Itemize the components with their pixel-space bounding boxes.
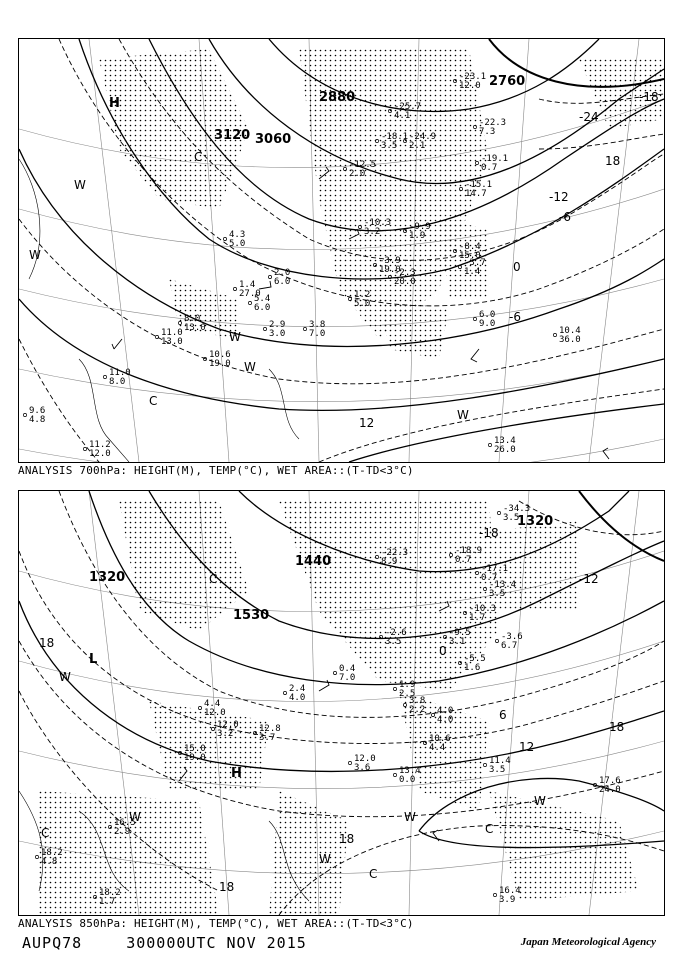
station-temperature: 12.8 bbox=[259, 724, 281, 734]
station-temperature: -9.9 bbox=[409, 222, 431, 232]
station-dewpoint-depression: 24.0 bbox=[599, 785, 621, 795]
station-temperature: -18.1 bbox=[381, 132, 409, 142]
map-panel-850hpa bbox=[18, 490, 665, 916]
contour-label: 2880 bbox=[319, 90, 356, 105]
contour-label: -6 bbox=[559, 210, 571, 224]
bulletin-code: AUPQ78 bbox=[22, 934, 83, 952]
station-circle bbox=[333, 671, 336, 674]
cold-center-marker: C bbox=[369, 867, 378, 881]
station-circle bbox=[83, 447, 86, 450]
station-dewpoint-depression: 2.2 bbox=[409, 705, 426, 715]
station-plot bbox=[483, 756, 510, 775]
station-dewpoint-depression: 3.6 bbox=[354, 763, 371, 773]
station-dewpoint-depression: 4.1 bbox=[394, 111, 411, 121]
station-temperature: 6.0 bbox=[479, 310, 496, 320]
station-dewpoint-depression: 4.4 bbox=[429, 743, 446, 753]
station-dewpoint-depression: 3.7 bbox=[259, 733, 276, 743]
warm-center-marker: W bbox=[457, 408, 469, 422]
station-plot bbox=[23, 406, 45, 425]
station-dewpoint-depression: 1.9 bbox=[409, 231, 426, 241]
station-circle bbox=[348, 761, 351, 764]
station-temperature: 1.4 bbox=[239, 280, 256, 290]
station-plot bbox=[488, 436, 515, 455]
station-circle bbox=[495, 639, 498, 642]
station-temperature: 13.4 bbox=[494, 436, 516, 446]
station-dewpoint-depression: 2.5 bbox=[399, 689, 416, 699]
warm-center-marker: W bbox=[244, 360, 256, 374]
station-temperature: 18.2 bbox=[41, 848, 63, 858]
station-circle bbox=[393, 773, 396, 776]
station-temperature: 12.0 bbox=[354, 754, 376, 764]
station-dewpoint-depression: 13.0 bbox=[161, 337, 183, 347]
wet-area bbox=[99, 49, 664, 359]
bulletin-time: 300000UTC NOV 2015 bbox=[126, 934, 307, 952]
station-dewpoint-depression: 3.0 bbox=[269, 329, 286, 339]
station-circle bbox=[35, 855, 38, 858]
warm-center-marker: W bbox=[29, 248, 41, 262]
station-temperature: -23.1 bbox=[459, 72, 487, 82]
station-temperature: 1.9 bbox=[399, 680, 416, 690]
station-dewpoint-depression: 0.7 bbox=[481, 163, 498, 173]
station-temperature: 12.0 bbox=[217, 720, 239, 730]
station-dewpoint-depression: 14.7 bbox=[465, 189, 487, 199]
station-temperature: 4.3 bbox=[229, 230, 246, 240]
station-dewpoint-depression: 0.0 bbox=[399, 775, 416, 785]
station-dewpoint-depression: 5.0 bbox=[354, 299, 371, 309]
station-dewpoint-depression: 9.0 bbox=[479, 319, 496, 329]
station-dewpoint-depression: 3.5 bbox=[503, 513, 520, 523]
station-circle bbox=[488, 443, 491, 446]
station-dewpoint-depression: 13.0 bbox=[184, 323, 206, 333]
station-temperature: 16.4 bbox=[499, 886, 521, 896]
station-temperature: 10.6 bbox=[209, 350, 231, 360]
station-dewpoint-depression: 19.0 bbox=[209, 359, 231, 369]
station-temperature: 11.0 bbox=[109, 368, 131, 378]
contour-label: 18 bbox=[219, 880, 235, 894]
station-dewpoint-depression: 5.0 bbox=[229, 239, 246, 249]
station-temperature: 8.0 bbox=[184, 314, 201, 324]
station-dewpoint-depression: 3.5 bbox=[489, 765, 506, 775]
high-pressure-marker: H bbox=[231, 766, 242, 781]
station-circle bbox=[233, 287, 236, 290]
station-temperature: 11.2 bbox=[89, 440, 111, 450]
station-temperature: 16.5 bbox=[114, 818, 136, 828]
station-temperature: 2.9 bbox=[269, 320, 286, 330]
wet-area bbox=[39, 501, 639, 915]
station-dewpoint-depression: 0.7 bbox=[455, 555, 472, 565]
contour-label: 3060 bbox=[255, 132, 292, 147]
station-dewpoint-depression: 15.0 bbox=[459, 251, 481, 261]
warm-center-marker: W bbox=[229, 330, 241, 344]
station-temperature: 10.6 bbox=[429, 734, 451, 744]
station-temperature: -3.6 bbox=[501, 632, 523, 642]
contour-label: 2760 bbox=[489, 74, 526, 89]
station-temperature: 5.4 bbox=[254, 294, 271, 304]
station-temperature: -8.4 bbox=[459, 242, 481, 252]
contour-label: 3120 bbox=[214, 128, 251, 143]
station-temperature: -18.9 bbox=[455, 546, 483, 556]
station-dewpoint-depression: 26.0 bbox=[494, 445, 516, 455]
station-temperature: -19.1 bbox=[481, 154, 509, 164]
contour-label: -18 bbox=[639, 90, 659, 104]
warm-center-marker: W bbox=[129, 810, 141, 824]
station-temperature: 11.4 bbox=[489, 756, 511, 766]
station-circle bbox=[198, 706, 201, 709]
station-dewpoint-depression: 19.0 bbox=[184, 753, 206, 763]
station-circle bbox=[473, 317, 476, 320]
station-circle bbox=[553, 333, 556, 336]
station-dewpoint-depression: 4.0 bbox=[437, 715, 454, 725]
station-dewpoint-depression: 6.0 bbox=[254, 303, 271, 313]
station-temperature: -24.9 bbox=[409, 132, 437, 142]
station-dewpoint-depression: 6.7 bbox=[501, 641, 518, 651]
station-temperature: 18.2 bbox=[99, 888, 121, 898]
station-plot bbox=[493, 886, 520, 905]
warm-center-marker: W bbox=[59, 670, 71, 684]
station-dewpoint-depression: 3.9 bbox=[499, 895, 516, 905]
station-plot bbox=[473, 310, 495, 329]
station-dewpoint-depression: 4.8 bbox=[29, 415, 46, 425]
map-850hpa bbox=[19, 491, 664, 915]
station-temperature: 9.6 bbox=[29, 406, 46, 416]
station-plot bbox=[453, 72, 486, 91]
caption-700hpa: ANALYSIS 700hPa: HEIGHT(M), TEMP(°C), WET AREA::(T-TD<3°C) bbox=[18, 464, 414, 477]
contour-label: 12 bbox=[519, 740, 535, 754]
station-circle bbox=[303, 327, 306, 330]
station-circle bbox=[493, 893, 496, 896]
contour-label: 6 bbox=[499, 708, 507, 722]
low-pressure-marker: L bbox=[89, 652, 98, 667]
station-dewpoint-depression: 1.6 bbox=[464, 663, 481, 673]
station-dewpoint-depression: 3.2 bbox=[364, 227, 381, 237]
station-circle bbox=[393, 687, 396, 690]
station-dewpoint-depression: 12.0 bbox=[204, 708, 226, 718]
station-temperature: -10.3 bbox=[364, 218, 392, 228]
station-plot bbox=[495, 632, 522, 651]
station-dewpoint-depression: 1.7 bbox=[469, 613, 486, 623]
station-circle bbox=[497, 511, 500, 514]
station-dewpoint-depression: 4.0 bbox=[289, 693, 306, 703]
contour-label: 12 bbox=[359, 416, 375, 430]
station-dewpoint-depression: 6.0 bbox=[274, 277, 291, 287]
map-700hpa bbox=[19, 39, 664, 462]
station-dewpoint-depression: 2.9 bbox=[114, 827, 131, 837]
station-plot bbox=[303, 320, 325, 339]
contour-label: 18 bbox=[605, 154, 621, 168]
station-plot bbox=[233, 280, 260, 299]
station-dewpoint-depression: 7.3 bbox=[479, 127, 496, 137]
station-dewpoint-depression: 12.0 bbox=[459, 81, 481, 91]
station-temperature: -5.5 bbox=[464, 654, 486, 664]
high-pressure-marker: H bbox=[109, 96, 120, 111]
warm-center-marker: W bbox=[534, 794, 546, 808]
station-circle bbox=[248, 301, 251, 304]
station-plot bbox=[333, 664, 355, 683]
contour-label: 18 bbox=[339, 832, 355, 846]
contour-label: -12 bbox=[549, 190, 569, 204]
station-dewpoint-depression: 12.0 bbox=[89, 449, 111, 459]
warm-center-marker: W bbox=[404, 810, 416, 824]
station-temperature: -17.1 bbox=[481, 564, 509, 574]
station-temperature: -22.3 bbox=[381, 548, 409, 558]
station-temperature: -2.6 bbox=[385, 628, 407, 638]
cold-center-marker: C bbox=[209, 572, 218, 586]
cold-center-marker: C bbox=[41, 826, 50, 840]
station-temperature: 3.8 bbox=[409, 696, 426, 706]
map-panel-700hpa bbox=[18, 38, 665, 463]
station-dewpoint-depression: 7.0 bbox=[339, 673, 356, 683]
station-dewpoint-depression: 4.8 bbox=[41, 857, 58, 867]
station-temperature: 17.6 bbox=[599, 776, 621, 786]
station-plot bbox=[473, 118, 506, 137]
station-plot bbox=[83, 440, 110, 459]
agency-name: Japan Meteorological Agency bbox=[520, 936, 656, 948]
station-dewpoint-depression: 3.5 bbox=[381, 141, 398, 151]
contour-label: 1530 bbox=[233, 608, 270, 623]
station-circle bbox=[103, 375, 106, 378]
station-plot bbox=[459, 180, 492, 199]
station-plot bbox=[553, 326, 580, 345]
station-dewpoint-depression: 7.0 bbox=[309, 329, 326, 339]
station-temperature: 11.0 bbox=[161, 328, 183, 338]
station-dewpoint-depression: 1.7 bbox=[99, 897, 116, 907]
cold-center-marker: C bbox=[194, 150, 203, 164]
station-temperature: 13.4 bbox=[399, 766, 421, 776]
station-temperature: 15.0 bbox=[184, 744, 206, 754]
station-temperature: 2.4 bbox=[289, 684, 306, 694]
station-temperature: 0.4 bbox=[339, 664, 356, 674]
contour-label: 1440 bbox=[295, 554, 332, 569]
station-temperature: 4.4 bbox=[204, 699, 221, 709]
station-temperature: -3.7 bbox=[464, 258, 486, 268]
station-plot bbox=[263, 320, 285, 339]
station-temperature: -10.3 bbox=[469, 604, 497, 614]
station-temperature: -3.9 bbox=[379, 256, 401, 266]
cold-center-marker: C bbox=[149, 394, 158, 408]
contour-label: -18 bbox=[479, 526, 499, 540]
station-dewpoint-depression: 3.1 bbox=[449, 637, 466, 647]
station-plot bbox=[203, 350, 230, 369]
station-circle bbox=[268, 275, 271, 278]
bulletin-header bbox=[22, 934, 341, 952]
station-temperature: -22.3 bbox=[479, 118, 507, 128]
contour-label: -24 bbox=[579, 110, 599, 124]
contour-label: 0 bbox=[439, 644, 447, 658]
station-dewpoint-depression: 2.1 bbox=[409, 141, 426, 151]
station-circle bbox=[263, 327, 266, 330]
station-circle bbox=[223, 237, 226, 240]
station-circle bbox=[155, 335, 158, 338]
station-dewpoint-depression: 27.0 bbox=[239, 289, 261, 299]
station-dewpoint-depression: 8.9 bbox=[381, 557, 398, 567]
station-plot bbox=[283, 684, 305, 703]
station-temperature: 2.0 bbox=[274, 268, 291, 278]
station-dewpoint-depression: 3.5 bbox=[489, 589, 506, 599]
station-temperature: 4.0 bbox=[437, 706, 454, 716]
contour-label: -12 bbox=[579, 572, 599, 586]
station-dewpoint-depression: 1.4 bbox=[464, 267, 481, 277]
contour-label: 1320 bbox=[517, 514, 554, 529]
station-dewpoint-depression: 19.0 bbox=[379, 265, 401, 275]
station-dewpoint-depression: 3.2 bbox=[217, 729, 234, 739]
station-dewpoint-depression: 8.0 bbox=[109, 377, 126, 387]
station-temperature: -2.3 bbox=[394, 268, 416, 278]
station-dewpoint-depression: 0.7 bbox=[481, 573, 498, 583]
contour-label: 18 bbox=[609, 720, 625, 734]
contour-label: 0 bbox=[513, 260, 521, 274]
station-dewpoint-depression: 2.0 bbox=[349, 169, 366, 179]
station-temperature: -15.1 bbox=[465, 180, 493, 190]
station-temperature: -9.5 bbox=[449, 628, 471, 638]
station-circle bbox=[23, 413, 26, 416]
warm-center-marker: W bbox=[74, 178, 86, 192]
station-temperature: -13.4 bbox=[489, 580, 517, 590]
station-dewpoint-depression: 36.0 bbox=[559, 335, 581, 345]
station-dewpoint-depression: 3.5 bbox=[385, 637, 402, 647]
caption-850hpa: ANALYSIS 850hPa: HEIGHT(M), TEMP(°C), WET AREA::(T-TD<3°C) bbox=[18, 917, 414, 930]
station-circle bbox=[283, 691, 286, 694]
warm-center-marker: W bbox=[319, 852, 331, 866]
station-temperature: 10.4 bbox=[559, 326, 581, 336]
station-dewpoint-depression: 20.0 bbox=[394, 277, 416, 287]
station-plot bbox=[155, 328, 182, 347]
contour-label: 18 bbox=[39, 636, 55, 650]
station-temperature: 3.8 bbox=[309, 320, 326, 330]
station-temperature: 1.2 bbox=[354, 290, 371, 300]
station-temperature: -12.5 bbox=[349, 160, 377, 170]
contour-label: -6 bbox=[509, 310, 521, 324]
station-plot bbox=[103, 368, 130, 387]
station-temperature: -25.7 bbox=[394, 102, 422, 112]
contour-label: 1320 bbox=[89, 570, 126, 585]
cold-center-marker: C bbox=[485, 822, 494, 836]
station-temperature: -34.3 bbox=[503, 504, 531, 514]
